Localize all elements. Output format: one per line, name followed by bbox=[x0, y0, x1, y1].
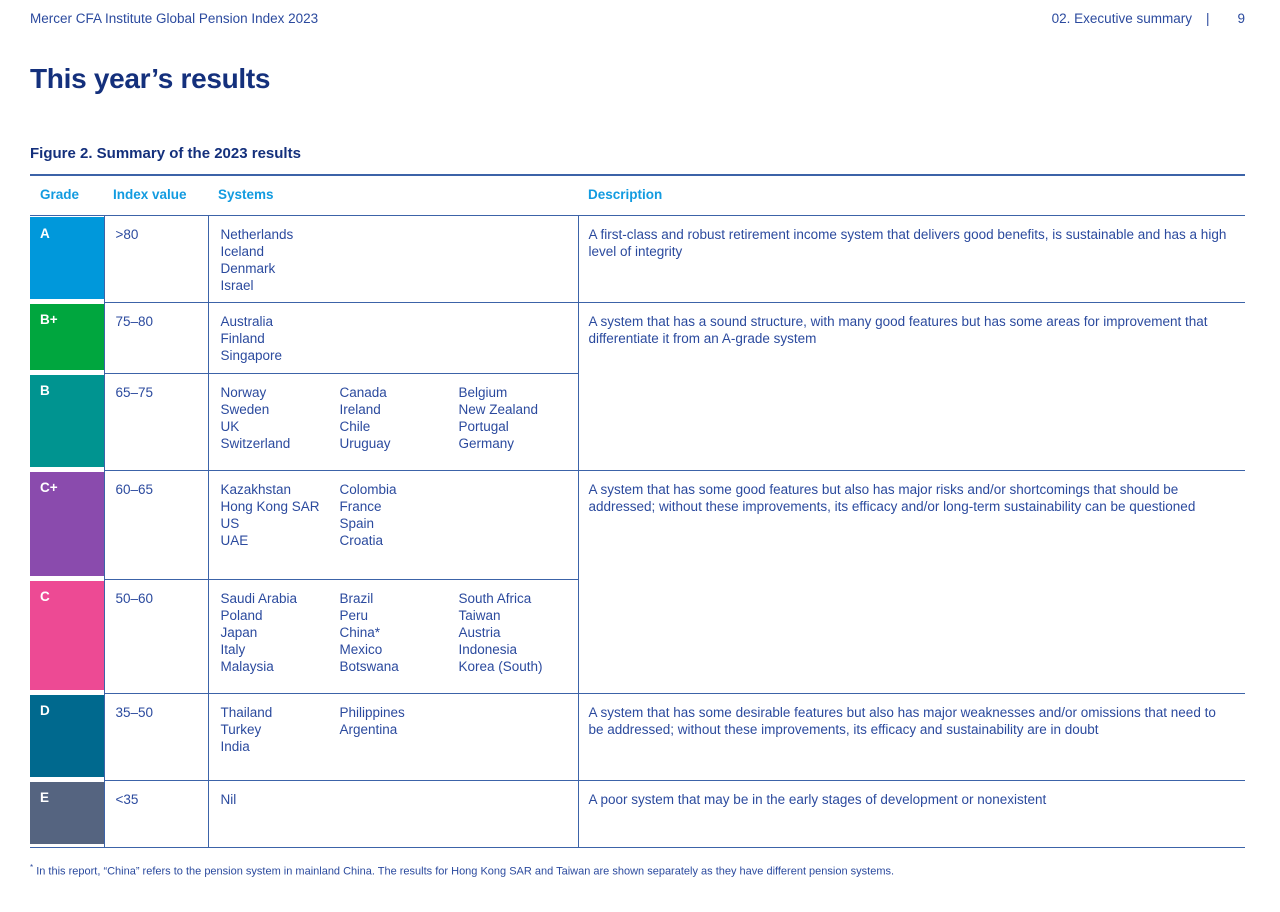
system-name: Argentina bbox=[339, 721, 398, 737]
table-row-grade-B+ bbox=[30, 302, 1245, 373]
system-name: Germany bbox=[458, 435, 515, 451]
systems-cell bbox=[208, 373, 578, 470]
system-name: Netherlands bbox=[220, 226, 294, 242]
systems-column bbox=[209, 384, 328, 452]
systems-cell bbox=[208, 215, 578, 302]
description-cell: A system that has a sound structure, with many good features but has some areas for improvement that differentiate it from an A-grade system bbox=[578, 302, 1245, 470]
system-name: Finland bbox=[220, 330, 265, 346]
system-name: Japan bbox=[220, 624, 258, 640]
system-name: Hong Kong SAR bbox=[220, 498, 320, 514]
grade-label: C bbox=[40, 589, 50, 604]
system-name: Australia bbox=[220, 313, 274, 329]
figure-caption: Figure 2. Summary of the 2023 results bbox=[30, 145, 301, 162]
systems-column bbox=[328, 704, 447, 738]
system-name: India bbox=[220, 738, 250, 754]
system-name: Colombia bbox=[339, 481, 397, 497]
page-title: This year’s results bbox=[30, 63, 271, 94]
system-name: Ireland bbox=[339, 401, 381, 417]
results-table bbox=[30, 174, 1245, 848]
system-name: France bbox=[339, 498, 382, 514]
description-cell: A system that has some good features but also has major risks and/or shortcomings that should be addressed; without these improvements, its efficacy and/or long-term sustainability can be questioned bbox=[578, 470, 1245, 693]
description-cell: A first-class and robust retirement income system that delivers good benefits, is sustainable and has a high level of integrity bbox=[578, 215, 1245, 302]
column-header-systems: Systems bbox=[208, 175, 578, 215]
system-name: Belgium bbox=[458, 384, 508, 400]
grade-cell bbox=[30, 470, 104, 579]
systems-column bbox=[209, 704, 328, 755]
system-name: UK bbox=[220, 418, 240, 434]
page-number: 9 bbox=[1237, 11, 1245, 26]
grade-cell bbox=[30, 215, 104, 302]
system-name: Chile bbox=[339, 418, 371, 434]
system-name: Switzerland bbox=[220, 435, 291, 451]
systems-cell bbox=[208, 780, 578, 847]
system-name: Israel bbox=[220, 277, 254, 293]
grade-cell bbox=[30, 780, 104, 847]
table-row-grade-C+ bbox=[30, 470, 1245, 579]
system-name: Brazil bbox=[339, 590, 374, 606]
description-cell: A poor system that may be in the early stages of development or nonexistent bbox=[578, 780, 1245, 847]
grade-cell bbox=[30, 302, 104, 373]
footnote-marker: * bbox=[30, 862, 34, 872]
system-name: Saudi Arabia bbox=[220, 590, 298, 606]
document-title: Mercer CFA Institute Global Pension Index 2023 bbox=[30, 11, 319, 26]
table-header-row bbox=[30, 175, 1245, 215]
column-header-grade: Grade bbox=[30, 175, 104, 215]
column-header-description: Description bbox=[578, 175, 1245, 215]
system-name: Sweden bbox=[220, 401, 270, 417]
system-name: Nil bbox=[220, 791, 237, 807]
system-name: Norway bbox=[220, 384, 267, 400]
system-name: Kazakhstan bbox=[220, 481, 292, 497]
header-separator: | bbox=[1205, 11, 1210, 26]
grade-label: E bbox=[40, 790, 50, 805]
grade-cell bbox=[30, 579, 104, 693]
system-name: Canada bbox=[339, 384, 387, 400]
system-name: Portugal bbox=[458, 418, 509, 434]
system-name: South Africa bbox=[458, 590, 532, 606]
system-name: Philippines bbox=[339, 704, 405, 720]
systems-column bbox=[209, 481, 328, 549]
grade-cell bbox=[30, 373, 104, 470]
column-header-index-value: Index value bbox=[104, 175, 208, 215]
page-header bbox=[30, 11, 1245, 26]
index-value-cell: 75–80 bbox=[104, 302, 208, 373]
table-row-grade-A bbox=[30, 215, 1245, 302]
system-name: Iceland bbox=[220, 243, 265, 259]
index-value-cell: >80 bbox=[104, 215, 208, 302]
system-name: Uruguay bbox=[339, 435, 391, 451]
systems-column bbox=[209, 791, 439, 808]
systems-column bbox=[447, 384, 566, 452]
grade-label: A bbox=[40, 225, 50, 241]
footnote bbox=[30, 863, 1245, 878]
system-name: Croatia bbox=[339, 532, 384, 548]
system-name: Denmark bbox=[220, 260, 276, 276]
system-name: Thailand bbox=[220, 704, 273, 720]
table-row-grade-D bbox=[30, 693, 1245, 780]
index-value-cell: <35 bbox=[104, 780, 208, 847]
system-name: Spain bbox=[339, 515, 375, 531]
system-name: Mexico bbox=[339, 641, 383, 657]
description-cell: A system that has some desirable features but also has major weaknesses and/or omissions that need to be addressed; without these improvements, its efficacy and sustainability are in doubt bbox=[578, 693, 1245, 780]
system-name: Austria bbox=[458, 624, 501, 640]
system-name: Italy bbox=[220, 641, 246, 657]
grade-label: C+ bbox=[40, 480, 58, 495]
index-value-cell: 60–65 bbox=[104, 470, 208, 579]
systems-cell bbox=[208, 579, 578, 693]
grade-label: B+ bbox=[40, 312, 58, 327]
system-name: Taiwan bbox=[458, 607, 501, 623]
systems-column bbox=[209, 590, 328, 675]
footnote-text: In this report, “China” refers to the pension system in mainland China. The results for Hong Kong SAR and Taiwan are shown separately as they have different pension systems. bbox=[36, 865, 895, 878]
header-right bbox=[1052, 11, 1245, 26]
index-value-cell: 50–60 bbox=[104, 579, 208, 693]
system-name: Botswana bbox=[339, 658, 399, 674]
systems-column bbox=[447, 590, 566, 675]
system-name: US bbox=[220, 515, 240, 531]
system-name: Indonesia bbox=[458, 641, 518, 657]
system-name: UAE bbox=[220, 532, 249, 548]
table-row-grade-E bbox=[30, 780, 1245, 847]
system-name: Malaysia bbox=[220, 658, 274, 674]
systems-cell bbox=[208, 302, 578, 373]
section-label: 02. Executive summary bbox=[1051, 11, 1192, 26]
grade-label: D bbox=[40, 703, 50, 718]
system-name: Turkey bbox=[220, 721, 262, 737]
system-name: Peru bbox=[339, 607, 369, 623]
system-name: Singapore bbox=[220, 347, 283, 363]
systems-column bbox=[209, 226, 439, 294]
system-name: Poland bbox=[220, 607, 263, 623]
systems-column bbox=[209, 313, 439, 364]
systems-cell bbox=[208, 470, 578, 579]
systems-column bbox=[328, 384, 447, 452]
systems-cell bbox=[208, 693, 578, 780]
systems-column bbox=[328, 481, 447, 549]
system-name: China* bbox=[339, 624, 381, 640]
grade-cell bbox=[30, 693, 104, 780]
system-name: New Zealand bbox=[458, 401, 539, 417]
index-value-cell: 65–75 bbox=[104, 373, 208, 470]
grade-label: B bbox=[40, 383, 50, 398]
system-name: Korea (South) bbox=[458, 658, 543, 674]
systems-column bbox=[328, 590, 447, 675]
index-value-cell: 35–50 bbox=[104, 693, 208, 780]
